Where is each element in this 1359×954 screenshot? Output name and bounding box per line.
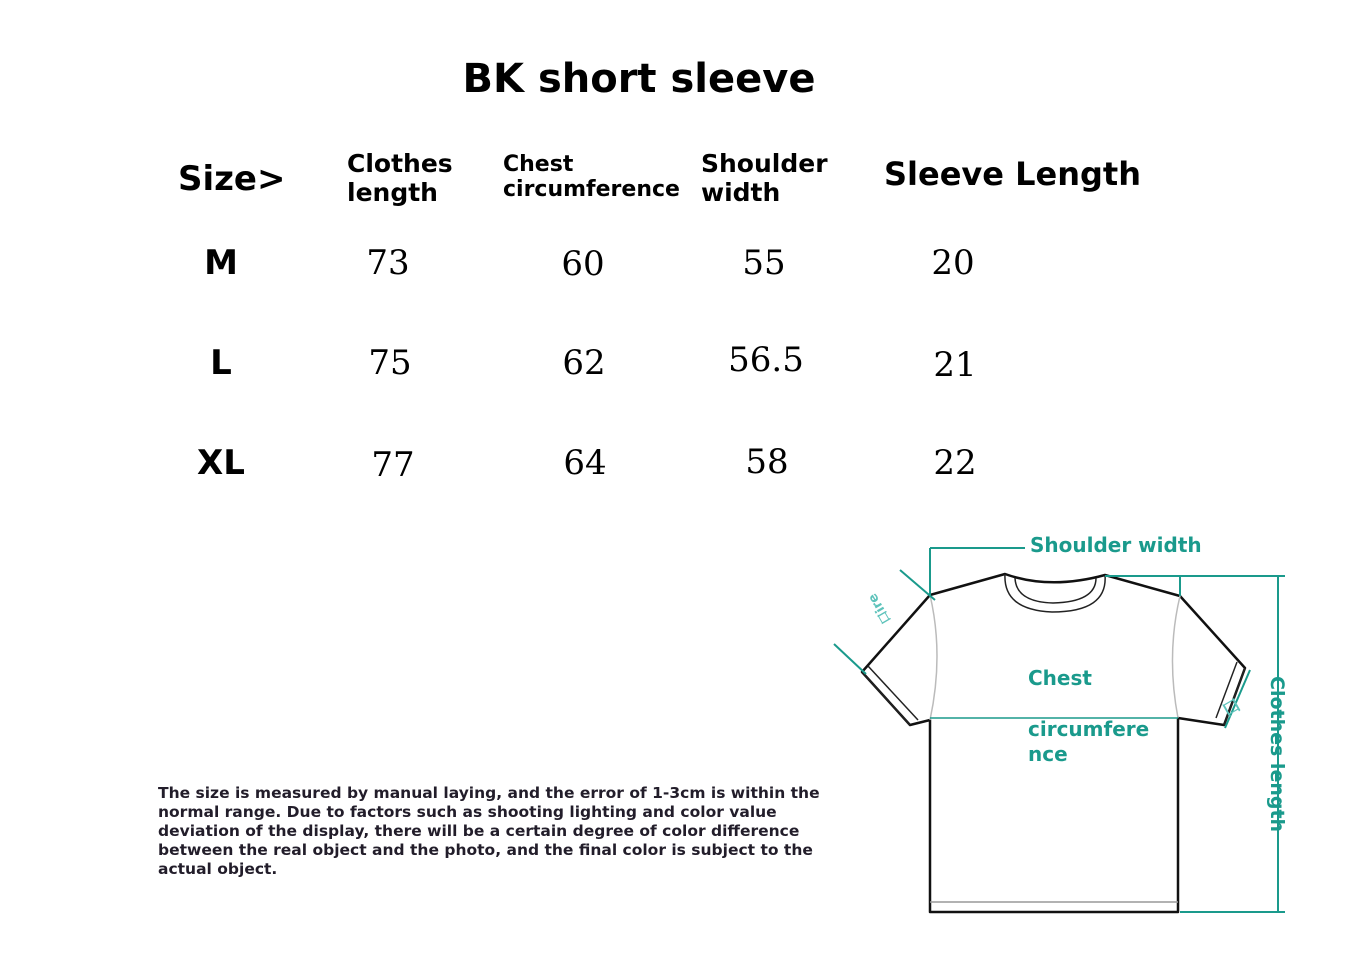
header-shoulder-line2: width <box>701 177 781 207</box>
diagram-left-sleeve-label: 口ire <box>865 590 895 627</box>
header-size: Size> <box>178 159 286 199</box>
header-sleeve-length: Sleeve Length <box>884 155 1141 193</box>
diagram-chest-label-continued <box>1028 717 1149 767</box>
header-clothes-length <box>347 150 453 208</box>
diagram-chest-label-line3: nce <box>1028 742 1068 766</box>
row-m-chest: 60 <box>561 244 605 284</box>
row-l-size: L <box>210 343 232 383</box>
measurement-note: The size is measured by manual laying, and the error of 1-3cm is within the normal range. Due to factors such as shooting lighting and color value deviation of the display, there will be a certain degree of color difference between the real object and the photo, and the final color is subject to the actual object. <box>158 784 820 878</box>
header-chest-line2: circumference <box>503 177 680 203</box>
diagram-right-sleeve-label: 口 <box>1218 694 1245 722</box>
row-xl-shoulder: 58 <box>745 442 789 482</box>
header-clothes-length-line2: length <box>347 177 438 207</box>
row-xl-chest: 64 <box>563 443 607 483</box>
header-chest-line1: Chest <box>503 152 574 177</box>
row-l-shoulder: 56.5 <box>728 340 804 380</box>
diagram-chest-label-line2: circumfere <box>1028 717 1150 741</box>
header-shoulder <box>701 150 828 208</box>
row-l-sleeve: 21 <box>933 345 977 385</box>
diagram-clothes-length-label: Clothes length <box>1266 676 1288 833</box>
header-clothes-length-line1: Clothes <box>347 149 453 178</box>
row-m-sleeve: 20 <box>931 243 975 283</box>
diagram-chest-label: Chest <box>1028 666 1092 690</box>
row-m-size: M <box>204 243 238 283</box>
diagram-shoulder-width-label: Shoulder width <box>1030 533 1202 557</box>
row-xl-size: XL <box>197 443 245 483</box>
header-shoulder-line1: Shoulder <box>701 149 828 178</box>
row-l-clothes-length: 75 <box>368 343 412 383</box>
row-l-chest: 62 <box>562 343 606 383</box>
row-m-shoulder: 55 <box>742 243 786 283</box>
row-m-clothes-length: 73 <box>366 243 410 283</box>
header-chest <box>503 152 680 203</box>
row-xl-clothes-length: 77 <box>371 445 415 485</box>
page-title: BK short sleeve <box>462 56 816 102</box>
row-xl-sleeve: 22 <box>933 443 977 483</box>
